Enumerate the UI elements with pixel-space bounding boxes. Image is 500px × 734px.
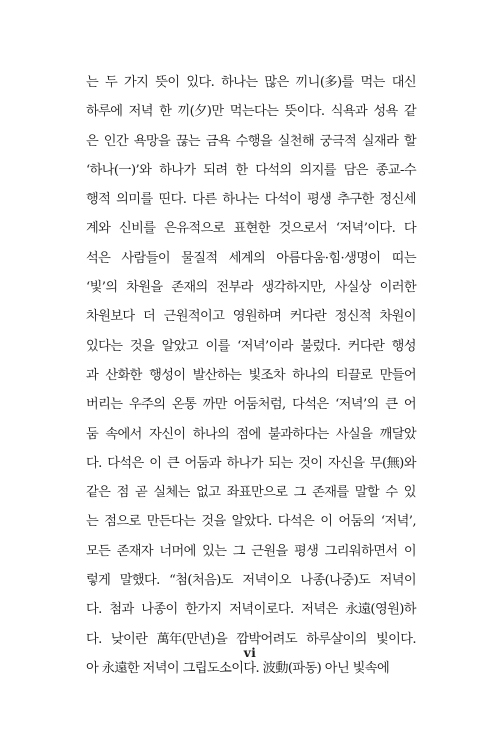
word: 커다란 [347, 338, 385, 354]
word: 할 [403, 133, 416, 149]
word: 깜박어려도 [236, 631, 297, 647]
word: 성욕 [373, 104, 398, 120]
word: 하루살이의 [306, 631, 367, 647]
word: ‘저녁’, [380, 514, 416, 530]
word: 띠는 [391, 250, 416, 266]
word: 것을 [201, 514, 226, 530]
word: 영원하며 [232, 309, 282, 325]
body-text [86, 68, 416, 683]
text-line [86, 420, 416, 449]
word: 행적 [86, 192, 111, 208]
word: 다석은 [292, 397, 329, 413]
word: 존재자 [116, 543, 154, 559]
word: 것을 [129, 338, 155, 354]
word: 하나의 [292, 367, 329, 383]
word: 종교-수 [375, 162, 416, 178]
word: 만들어 [379, 367, 416, 383]
word: 것으로서 [278, 221, 328, 237]
word: 수행을 [235, 133, 273, 149]
word: 계와 [86, 221, 111, 237]
word: 불과하다는 [267, 426, 329, 442]
text-line [86, 156, 416, 185]
word: 띤다. [158, 192, 187, 208]
word: 알았고 [161, 338, 198, 354]
word: 永遠(영원)하 [345, 602, 416, 618]
word: 는 [86, 75, 99, 90]
word: 끼(夕)만 [177, 104, 224, 120]
word: 큰 [166, 455, 179, 471]
word: 까만 [202, 397, 227, 413]
text-line [86, 537, 416, 566]
word: 둠 [86, 426, 99, 442]
text-line [86, 449, 416, 478]
text-line [86, 507, 416, 536]
word: 첨과 [109, 602, 134, 618]
word: 있 [403, 485, 416, 501]
text-line [86, 97, 416, 126]
word: 있는 [202, 543, 227, 559]
word: 무(無)와 [369, 455, 416, 471]
text-line-content: 아 永遠한 저녁이 그립도소이다. 波動(파동) 아닌 빛속에 [86, 660, 390, 676]
word: 그 [293, 485, 306, 501]
word: 궁극적 [319, 133, 357, 149]
word: 세계의 [228, 250, 266, 266]
word: 있다. [186, 75, 215, 90]
text-line [86, 214, 416, 243]
word: 실체는 [153, 485, 190, 501]
word: 불렀다. [300, 338, 341, 354]
word: 의미를 [116, 192, 153, 208]
word: 말할 [354, 485, 380, 501]
word: 저녁은 [301, 602, 338, 618]
word: 이러한 [379, 280, 416, 296]
word: 은 [86, 133, 99, 149]
word: 차원보다 [86, 309, 135, 325]
word: 식욕과 [330, 104, 368, 120]
word: 실천해 [277, 133, 315, 149]
word: 많은 [264, 75, 289, 90]
word: 하나는 [222, 192, 259, 208]
word: 행성이 [149, 367, 186, 383]
word: 알았다. [231, 514, 272, 530]
word: 되려 [203, 162, 228, 178]
word: 어둠과 [184, 455, 221, 471]
text-line [86, 332, 416, 361]
word: 하나의 [192, 426, 230, 442]
word: 좌표만으로 [226, 485, 288, 501]
word: 저녁이로다. [229, 602, 294, 618]
word: 점에 [236, 426, 261, 442]
word: 어둠처럼, [233, 397, 286, 413]
word: 존재를 [312, 485, 349, 501]
word: 저녁이오 [242, 573, 291, 589]
word: 물질적 [181, 250, 218, 266]
word: 같 [403, 104, 416, 120]
word: 정신세 [379, 192, 416, 208]
word: 전부라 [216, 280, 253, 296]
word: 이를 [205, 338, 230, 354]
word: 있다는 [86, 338, 123, 354]
word: 먹는 [360, 75, 385, 90]
word: 萬年(만년)을 [156, 631, 228, 647]
word: 빛조차 [248, 367, 285, 383]
word: 석은 [86, 250, 111, 266]
word: 담은 [343, 162, 368, 178]
word: 은유적으로 [164, 221, 225, 237]
text-line [86, 361, 416, 390]
word: 사람들이 [121, 250, 170, 266]
word: 어 [403, 397, 416, 413]
word: 그리워하면서 [324, 543, 398, 559]
word: 저녁 [128, 104, 153, 120]
word: 하나가 [226, 455, 263, 471]
word: 평생 [307, 192, 332, 208]
word: 사실상 [334, 280, 371, 296]
word: 나종이 [141, 602, 178, 618]
word: 뜻이다. [284, 104, 325, 120]
word: 어둠의 [338, 514, 375, 530]
word: 대신 [391, 75, 416, 90]
word: 이 [320, 514, 333, 530]
word: 되는 [268, 455, 293, 471]
word: 신비를 [118, 221, 156, 237]
word: 근원적이고 [163, 309, 225, 325]
word: 한가지 [185, 602, 222, 618]
word: 차원을 [126, 280, 163, 296]
word: 속에서 [105, 426, 142, 442]
word: 없고 [196, 485, 221, 501]
word: 이 [149, 455, 162, 471]
word: 발산하는 [192, 367, 242, 383]
word: 말했다. [119, 573, 160, 589]
word: 한 [235, 162, 248, 178]
word: 의지를 [299, 162, 336, 178]
word: 우주의 [128, 397, 166, 413]
word: 아름다움·힘·생명이 [276, 250, 381, 266]
word: ‘빛’의 [86, 280, 118, 296]
word: 정신적 [334, 309, 372, 325]
word: 인간 [103, 133, 129, 149]
word: 행성 [391, 338, 416, 354]
word: ‘저녁’의 [335, 397, 379, 413]
word: 이 [403, 543, 416, 559]
word: 다석은 [107, 455, 144, 471]
word: 하나가 [159, 162, 196, 178]
word: 낮이란 [110, 631, 148, 647]
word: 다석이 [264, 192, 302, 208]
word: 가지 [124, 75, 149, 90]
word: ‘저녁’이라 [237, 338, 293, 354]
word: 온통 [171, 397, 197, 413]
text-line [86, 185, 416, 214]
word: 더 [143, 309, 156, 325]
word: 수 [385, 485, 398, 501]
word: 점으로 [104, 514, 141, 530]
word: 끼니(多)를 [295, 75, 354, 90]
word: 산화한 [105, 367, 142, 383]
text-line [86, 68, 416, 97]
word: 다. [86, 631, 102, 647]
word: 뜻이 [155, 75, 180, 90]
word: 한 [159, 104, 172, 120]
word: 커다란 [289, 309, 327, 325]
word: 근원을 [251, 543, 288, 559]
word: ‘하나(一)’와 [86, 162, 152, 178]
word: 먹는다는 [229, 104, 279, 120]
word: 과 [86, 367, 99, 383]
text-line [86, 390, 416, 419]
word: 끊는 [175, 133, 201, 149]
word: 빛이다. [375, 631, 416, 647]
word: 하나는 [221, 75, 258, 90]
word: 차원이 [379, 309, 416, 325]
page-number: vi [243, 646, 257, 660]
word: “첨(처음)도 [169, 573, 233, 589]
word: 추구한 [337, 192, 374, 208]
word: 사실을 [335, 426, 373, 442]
word: 모든 [86, 543, 111, 559]
word: 다 [403, 221, 416, 237]
word: 평생 [294, 543, 319, 559]
text-line [86, 595, 416, 624]
text-line [86, 478, 416, 507]
word: 는 [86, 514, 99, 530]
word: 다석은 [277, 514, 315, 530]
word: 하루에 [86, 104, 123, 120]
word: 표현한 [233, 221, 270, 237]
text-line [86, 273, 416, 302]
text-line [86, 302, 416, 331]
word: 자신이 [149, 426, 186, 442]
word: 나종(나중)도 [300, 573, 371, 589]
word: 큰 [385, 397, 398, 413]
word: 다. [86, 602, 102, 618]
word: 두 [105, 75, 118, 90]
word: 렇게 [86, 573, 111, 589]
word: 점 [116, 485, 129, 501]
word: 다. [86, 455, 102, 471]
word: 버리는 [86, 397, 123, 413]
word: 너머에 [159, 543, 196, 559]
word: ‘저녁’이다. [335, 221, 396, 237]
word: 그 [232, 543, 245, 559]
word: 같은 [86, 485, 111, 501]
word: 다석의 [255, 162, 292, 178]
word: 욕망을 [133, 133, 171, 149]
word: 만든다는 [146, 514, 196, 530]
text-line [86, 244, 416, 273]
word: 곧 [134, 485, 148, 501]
word: 티끌로 [335, 367, 373, 383]
word: 것이 [298, 455, 323, 471]
word: 저녁이 [379, 573, 416, 589]
text-line [86, 127, 416, 156]
text-line [86, 566, 416, 595]
word: 존재의 [171, 280, 208, 296]
word: 깨달았 [379, 426, 416, 442]
word: 생각하지만, [261, 280, 326, 296]
word: 다른 [192, 192, 217, 208]
word: 실재라 [361, 133, 399, 149]
word: 금욕 [205, 133, 230, 149]
word: 자신을 [327, 455, 365, 471]
